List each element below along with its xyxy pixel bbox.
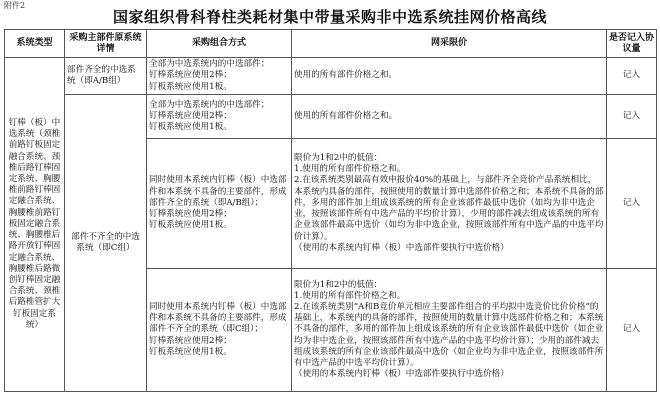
cell-line: 限价为1和2中的低值： — [294, 153, 383, 164]
cell-line: 钉棒系统应使用2棒； — [149, 110, 232, 121]
cell-line: 1.使用的所有部件价格之和。 — [294, 290, 406, 301]
header-row — [5, 30, 657, 58]
header-main-parts: 采购主部件原系统详情 — [65, 30, 147, 58]
cell-line: 钉板系统应使用1板。 — [149, 81, 232, 92]
cell-line: 钉板系统应使用1板。 — [149, 122, 232, 133]
cell-line: 同时使用本系统内钉棒（板）中选部件和本系统不具备的主要部件，形成部件不齐全的系统（即C组）； — [149, 301, 287, 335]
page-title: 国家组织骨科脊柱类耗材集中带量采购非中选系统挂网价格高线 — [112, 8, 547, 26]
cell-line: 钉板系统应使用1板。 — [149, 346, 232, 357]
record-cell: 记入 — [607, 269, 657, 392]
cell-line: 使用的所有部件价格之和。 — [294, 70, 398, 81]
system-type-cell: 钉棒（板）中选系统（颈椎前路钉板固定融合系统、颈椎后路钉棒固定系统、胸腰椎前路钉棒固定融合系统、胸腰椎前路钉板固定融合系统、胸腰椎后路开放钉棒固定融合系统、胸腰椎后路微创钉棒固定融合系统、颈椎后路椎管扩大钉板固定系统） — [5, 58, 65, 392]
combo-cell — [147, 269, 292, 392]
header-record: 是否记入协议量 — [607, 30, 657, 58]
cell-line: 钉棒系统应使用2棒； — [149, 209, 232, 220]
limit-cell — [292, 58, 607, 95]
table-row — [5, 58, 657, 95]
price-limit-table — [4, 29, 657, 392]
limit-cell — [292, 269, 607, 392]
combo-cell — [147, 58, 292, 95]
cell-line: 2.在该系统类别“A和B竞价单元相应主要部件组合的平均拟中选竞价比价价格”的基础上，本系统内的具备的部件，按照使用的数量计算中选部件价格之和；本系统不具备的部件，多用的部件加上组成该系统的所有企业该部件最低中选价（如企业均为非中选企业，按照该部件所有中选产品的中选平均价计算）；少用的部件减去组成该系统的所有企业该部件最高中选价（如企业均为非中选企业，按照该部件所有中选产品的中选平均价计算）。 — [294, 301, 604, 368]
header-limit: 网采限价 — [292, 30, 607, 58]
cell-line: 使用的所有部件价格之和。 — [294, 110, 398, 121]
cell-line: 钉棒系统应使用2棒； — [149, 70, 232, 81]
record-cell: 记入 — [607, 58, 657, 95]
cell-line: 同时使用本系统内钉棒（板）中选部件和本系统不具备的主要部件，形成部件齐全的系统（即A/B组）； — [149, 175, 287, 208]
cell-line: 全部为中选系统内的中选部件； — [149, 99, 270, 110]
group-a-cell: 部件齐全的中选系统（即A/B组） — [65, 58, 147, 95]
cell-line: （使用的本系统内钉棒（板）中选部件要执行中选价格） — [294, 369, 509, 380]
group-c-cell: 部件不齐全的中选系统（即C组） — [65, 95, 147, 392]
combo-cell — [147, 139, 292, 269]
attachment-label: 附件2 — [4, 1, 26, 10]
table-row — [5, 95, 657, 139]
cell-line: 限价为1和2中的低值： — [294, 279, 383, 290]
cell-line: 钉棒系统应使用2棒； — [149, 335, 232, 346]
record-cell: 记入 — [607, 95, 657, 139]
header-system-type: 系统类型 — [5, 30, 65, 58]
limit-cell — [292, 139, 607, 269]
record-cell: 记入 — [607, 139, 657, 269]
header-combo: 采购组合方式 — [147, 30, 292, 58]
limit-cell — [292, 95, 607, 139]
cell-line: 全部为中选系统内的中选部件； — [149, 59, 270, 70]
combo-cell — [147, 95, 292, 139]
cell-line: 钉板系统应使用1板。 — [149, 220, 232, 231]
cell-line: 1.使用的所有部件价格之和。 — [294, 164, 406, 175]
cell-line: 2.在该系统类别最高有效申报价40%的基础上，与部件齐全竞价产品系统相比，本系统内具备的部件，按照使用的数量计算中选部件价格之和；本系统不具备的部件，多用的部件加上组成该系统的所有企业该部件最低中选价（如均为非中选企业，按照该部件所有中选产品的平均价计算），少用的部件减去组成该系统的所有企业该部件最高中选价（如均为非中选企业，按照该部件所有中选产品的中选平均价计算）。 — [294, 175, 604, 242]
cell-line: （使用的本系统内钉棒（板）中选部件要执行中选价格） — [294, 242, 509, 253]
